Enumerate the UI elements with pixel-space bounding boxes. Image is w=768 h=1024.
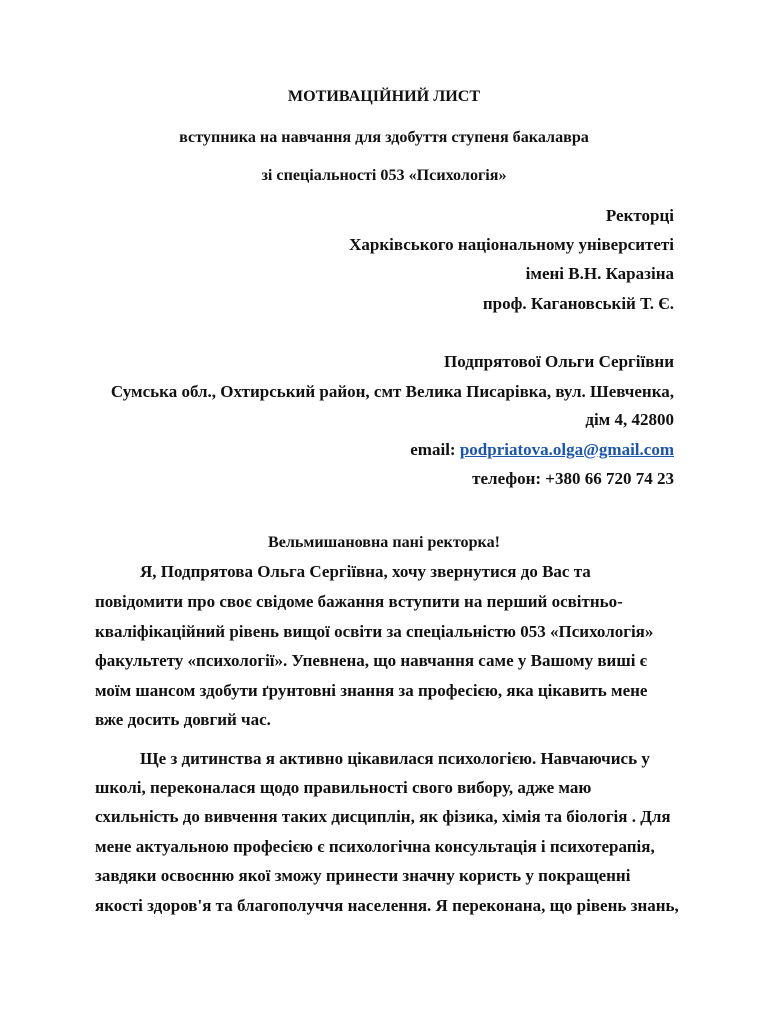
paragraph-1-line: вже досить довгий час. [95,710,271,729]
addressee-university: Харківського національному університеті [349,235,674,254]
paragraph-2-line: мене актуальною професією є психологічна консультація і психотерапія, [95,837,655,856]
sender-address-line-2: дім 4, 42800 [585,410,674,429]
paragraph-2-line: Ще з дитинства я активно цікавилася психологією. Навчаючись у [140,749,650,768]
document-title: МОТИВАЦІЙНИЙ ЛИСТ [287,88,481,105]
paragraph-2-line: завдяки освоєнню якої зможу принести значну користь у покращенні [95,866,631,885]
addressee-university-name: імені В.Н. Каразіна [525,264,674,283]
sender-email [410,440,674,460]
paragraph-2-line: якості здоров'я та благополуччя населення. Я переконана, що рівень знань, [95,896,679,915]
addressee-rector: проф. Кагановській Т. Є. [482,294,674,313]
addressee-title: Ректорці [605,206,674,225]
sender-name: Подпрятової Ольги Сергіївни [444,352,674,371]
paragraph-1-line: Я, Подпрятова Ольга Сергіївна, хочу звернутися до Вас та [140,562,591,581]
document-subtitle: вступника на навчання для здобуття ступеня бакалавра [179,129,589,146]
paragraph-1-line: кваліфікаційний рівень вищої освіти за спеціальністю 053 «Психологія» [95,622,654,641]
email-label: email: [410,440,460,459]
email-link[interactable]: podpriatova.olga@gmail.com [459,440,674,459]
paragraph-1-line: моїм шансом здобути ґрунтовні знання за професією, яка цікавить мене [95,681,648,700]
sender-address-line-1: Сумська обл., Охтирський район, смт Велика Писарівка, вул. Шевченка, [110,382,674,401]
paragraph-1-line: факультету «психології». Упевнена, що навчання саме у Вашому виші є [95,651,648,670]
sender-phone: телефон: +380 66 720 74 23 [472,469,674,488]
letter-greeting: Вельмишановна пані ректорка! [267,534,501,551]
paragraph-2-line: схильність до вивчення таких дисциплін, як фізика, хімія та біологія . Для [95,807,671,826]
document-specialty: зі спеціальності 053 «Психологія» [261,167,507,184]
paragraph-1-line: повідомити про своє свідоме бажання вступити на перший освітньо- [95,592,623,611]
paragraph-2-line: школі, переконалася щодо правильності свого вибору, адже маю [95,778,592,797]
